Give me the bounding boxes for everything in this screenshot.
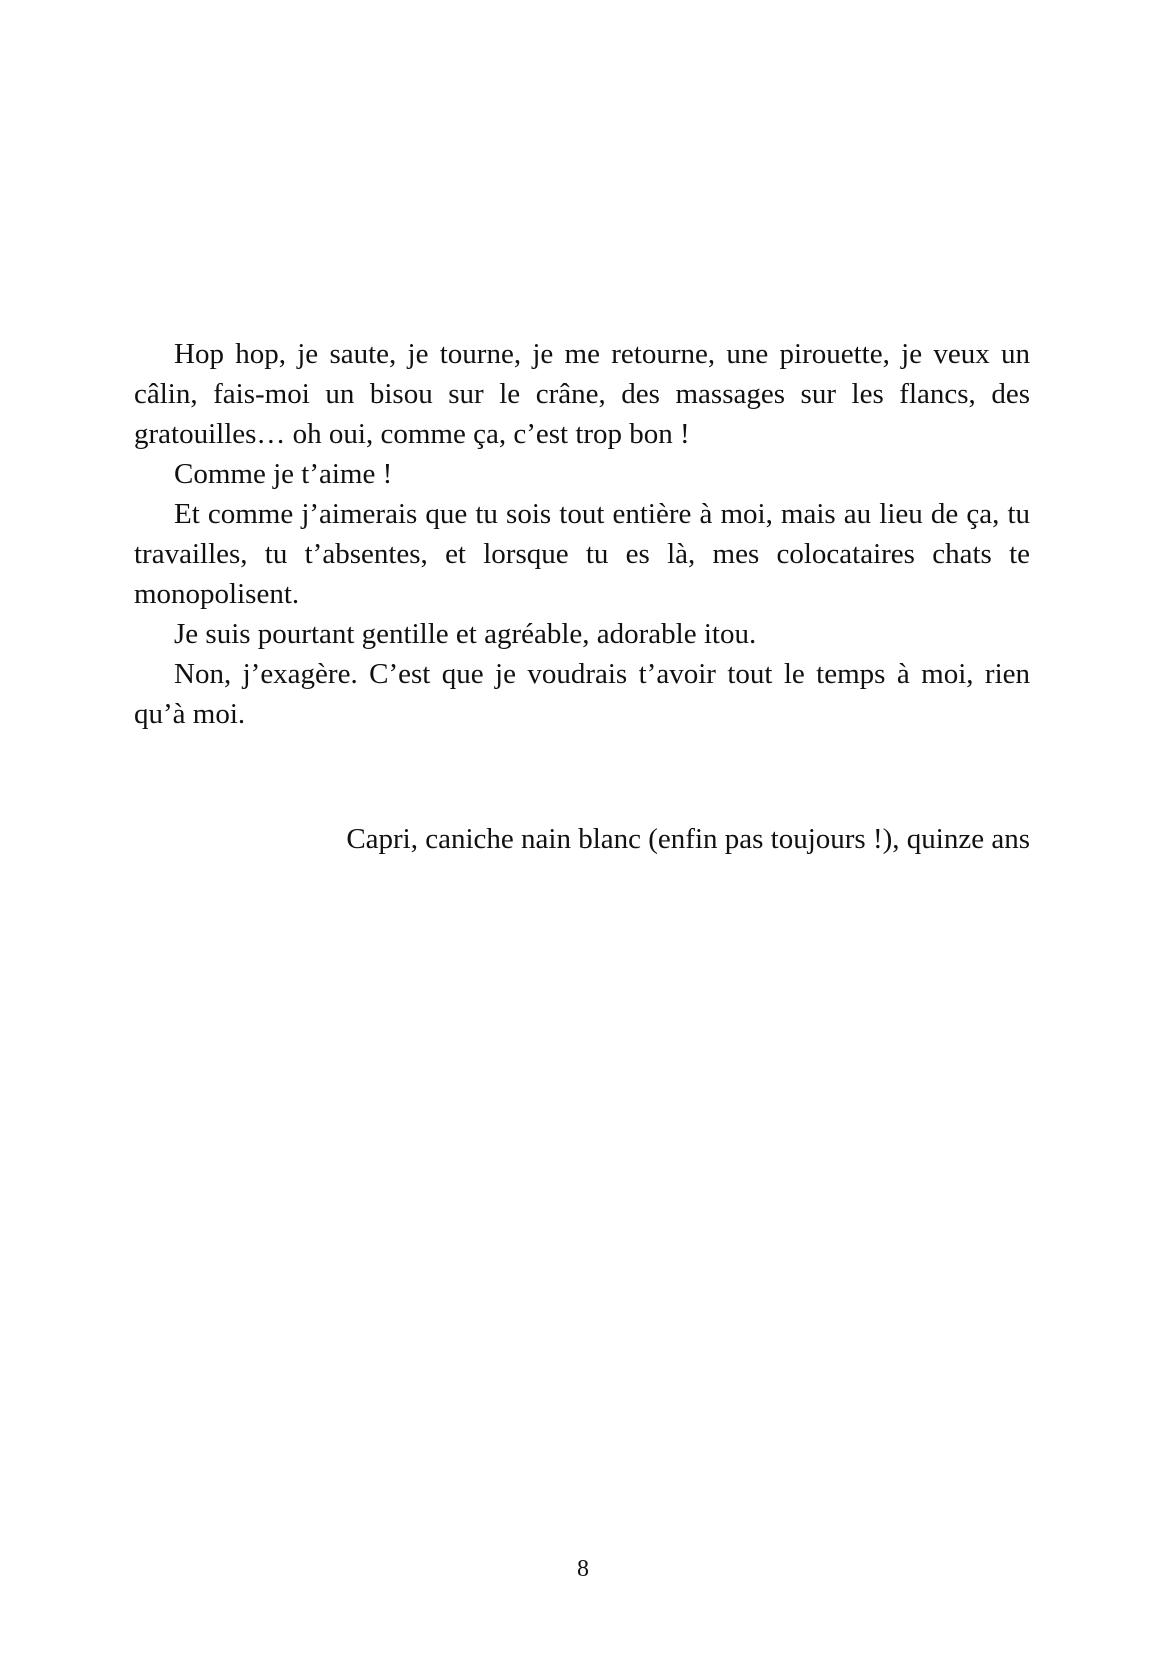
signature: Capri, caniche nain blanc (enfin pas toujours !), quinze ans bbox=[346, 823, 1030, 855]
paragraph-4: Je suis pourtant gentille et agréable, adorable itou. bbox=[174, 618, 757, 650]
paragraph-2: Comme je t’aime ! bbox=[174, 458, 393, 490]
paragraph-1: Hop hop, je saute, je tourne, je me retourne, une pirouette, je veux un câlin, fais-moi un bisou sur le crâne, des massages sur les flancs, des gratouilles… oh oui, comme ça, c’est trop bon ! bbox=[134, 338, 1030, 450]
paragraph-5: Non, j’exagère. C’est que je voudrais t’avoir tout le temps à moi, rien qu’à moi. bbox=[134, 658, 1030, 730]
page-number: 8 bbox=[577, 1556, 589, 1582]
paragraph-3: Et comme j’aimerais que tu sois tout entière à moi, mais au lieu de ça, tu travailles, tu t’absentes, et lorsque tu es là, mes colocataires chats te monopolisent. bbox=[134, 498, 1030, 610]
body-text bbox=[134, 334, 1030, 734]
